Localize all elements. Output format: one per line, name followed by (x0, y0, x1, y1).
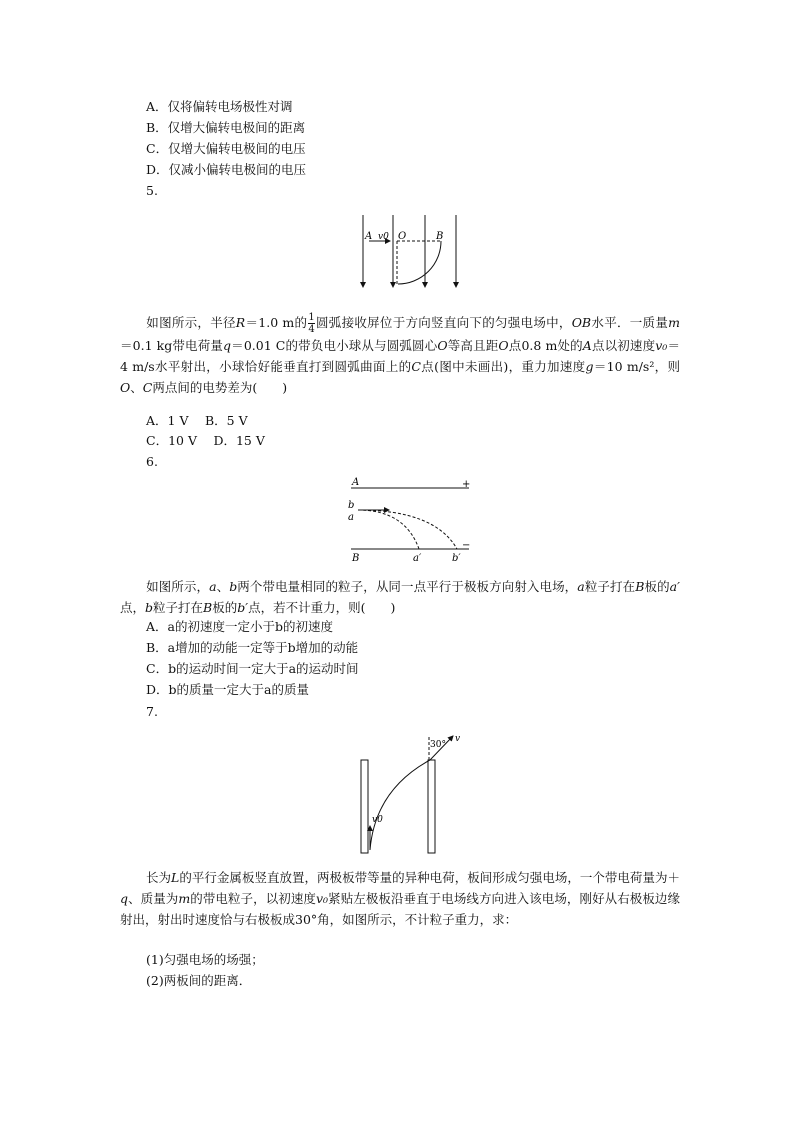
label-plate-b: B (352, 553, 360, 564)
q6-number: 6. (146, 454, 158, 469)
label-minus: − (462, 540, 471, 551)
label-angle: 30° (430, 740, 446, 750)
q4-option-b: B．仅增大偏转电极间的距离 (146, 120, 306, 135)
arc-receiving-screen (398, 241, 441, 284)
label-v: v (455, 734, 461, 744)
q6-figure (345, 472, 475, 567)
q5-figure (355, 212, 465, 292)
quarter-fraction: $\frac{1}{4}$ (308, 312, 315, 335)
q7-number: 7. (146, 704, 158, 719)
q5-stem: 如图所示，半径R＝1.0 m的 $\frac{1}{4}$ 圆弧接收屏位于方向竖直向下的匀强电场中，OB水平．一质量m＝0.1 kg带电荷量q＝0.01 C的带负电小球从与圆弧圆心O等高且距O点0.8 m处的A点以初速度v₀＝4 m/s水平射出，小球恰好能垂直打到圆弧曲面上的C点(图中未画出)，重力加速度g＝10 m/s²，则O、C两点间的电势差为( ) (120, 312, 680, 395)
label-plus: + (462, 479, 471, 490)
left-plate (361, 760, 368, 853)
label-a-prime: a′ (413, 553, 422, 564)
label-v0: v0 (372, 815, 383, 825)
q6-stem: 如图所示，a、b两个带电量相同的粒子，从同一点平行于极板方向射入电场，a粒子打在B板的a′点，b粒子打在B板的b′点，若不计重力，则( ) (120, 579, 680, 615)
right-plate (428, 760, 435, 853)
label-b-prime: b′ (452, 553, 461, 564)
label-a: A (365, 231, 373, 242)
q7-sub2: (2)两板间的距离． (146, 973, 252, 988)
q6-option-d: D．b的质量一定大于a的质量 (146, 682, 309, 697)
label-b: b (348, 500, 355, 511)
q7-stem: 长为L的平行金属板竖直放置，两极板带等量的异种电荷，板间形成匀强电场，一个带电荷量为＋q、质量为m的带电粒子，以初速度v₀紧贴左极板沿垂直于电场线方向进入该电场，刚好从右极板边缘射出，射出时速度恰与右极板成30°角，如图所示，不计粒子重力，求： (120, 870, 680, 927)
q6-option-c: C．b的运动时间一定大于a的运动时间 (146, 661, 359, 676)
q4-option-a: A．仅将偏转电场极性对调 (146, 99, 293, 114)
q4-option-c: C．仅增大偏转电极间的电压 (146, 141, 306, 156)
label-a: a (348, 512, 354, 523)
q5-number: 5. (146, 183, 158, 198)
q6-option-a: A．a的初速度一定小于b的初速度 (146, 619, 333, 634)
q4-option-d: D．仅减小偏转电极间的电压 (146, 162, 307, 177)
label-b: B (436, 231, 444, 242)
q7-figure (355, 730, 495, 858)
label-o: O (398, 231, 407, 242)
q6-option-b: B．a增加的动能一定等于b增加的动能 (146, 640, 359, 655)
label-v0: v0 (378, 232, 389, 242)
q5-options-row2: C．10 V D．15 V (146, 433, 265, 448)
q7-sub1: (1)匀强电场的场强； (146, 952, 264, 967)
particle-trajectory (370, 760, 430, 850)
q5-options-row1: A．1 V B．5 V (146, 413, 248, 428)
label-plate-a: A (352, 477, 360, 488)
